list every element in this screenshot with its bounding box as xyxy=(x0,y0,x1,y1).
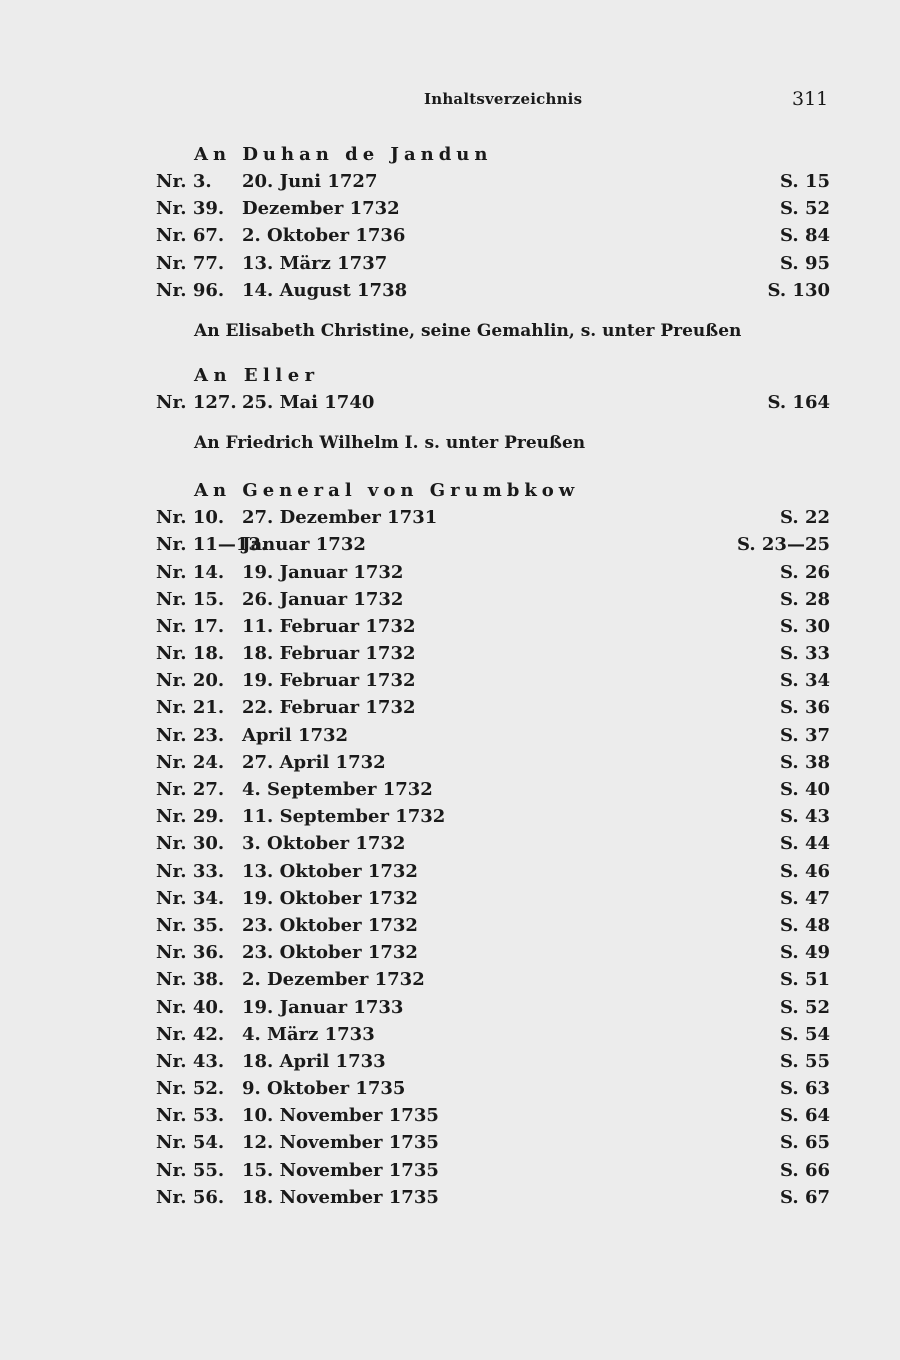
letter-number: Nr. 53. xyxy=(156,1105,225,1127)
toc-entry xyxy=(156,1021,830,1048)
letter-number: Nr. 17. xyxy=(156,615,225,637)
toc-entry xyxy=(156,912,830,939)
page-reference: S. 55 xyxy=(780,1050,830,1072)
cross-reference-note: An Friedrich Wilhelm I. s. unter Preußen xyxy=(194,433,586,454)
letter-number: Nr. 77. xyxy=(156,252,225,274)
letter-date: 19. Januar 1733 xyxy=(242,996,404,1018)
letter-date: 22. Februar 1732 xyxy=(242,697,416,719)
page-reference: S. 34 xyxy=(780,670,830,692)
page-reference: S. 65 xyxy=(780,1132,830,1154)
letter-number: Nr. 11—13. xyxy=(156,534,268,556)
letter-date: 13. März 1737 xyxy=(242,252,388,274)
letter-date: 18. Februar 1732 xyxy=(242,643,416,665)
letter-date: 26. Januar 1732 xyxy=(242,588,404,610)
toc-entry xyxy=(156,830,830,857)
page-reference: S. 37 xyxy=(780,724,830,746)
letter-number: Nr. 39. xyxy=(156,198,225,220)
page-reference: S. 26 xyxy=(780,561,830,583)
entry-list xyxy=(156,504,830,1211)
letter-number: Nr. 23. xyxy=(156,724,225,746)
letter-date: 23. Oktober 1732 xyxy=(242,914,418,936)
letter-date: 3. Oktober 1732 xyxy=(242,833,406,855)
letter-number: Nr. 55. xyxy=(156,1159,225,1181)
cross-reference-note: An Elisabeth Christine, seine Gemahlin, s. unter Preußen xyxy=(194,320,742,341)
toc-entry xyxy=(156,531,830,558)
toc-entry xyxy=(156,195,830,222)
page-reference: S. 33 xyxy=(780,643,830,665)
toc-entry xyxy=(156,858,830,885)
section-gap xyxy=(156,344,830,363)
toc-entry xyxy=(156,640,830,667)
letter-number: Nr. 40. xyxy=(156,996,225,1018)
letter-date: 2. Dezember 1732 xyxy=(242,969,425,991)
letter-date: 13. Oktober 1732 xyxy=(242,860,418,882)
page-reference: S. 66 xyxy=(780,1159,830,1181)
page-reference: S. 43 xyxy=(780,806,830,828)
toc-entry xyxy=(156,1048,830,1075)
toc-entry xyxy=(156,1129,830,1156)
page-reference: S. 67 xyxy=(780,1186,830,1208)
running-head xyxy=(0,90,900,114)
toc-entry xyxy=(156,168,830,195)
running-title: Inhaltsverzeichnis xyxy=(424,90,583,108)
letter-number: Nr. 38. xyxy=(156,969,225,991)
toc-entry xyxy=(156,1102,830,1129)
letter-number: Nr. 20. xyxy=(156,670,225,692)
letter-number: Nr. 42. xyxy=(156,1023,225,1045)
toc-entry xyxy=(156,1075,830,1102)
section-gap xyxy=(156,304,830,318)
table-of-contents xyxy=(156,142,830,1211)
letter-date: 14. August 1738 xyxy=(242,279,408,301)
toc-entry xyxy=(156,250,830,277)
toc-entry xyxy=(156,613,830,640)
letter-date: 11. Februar 1732 xyxy=(242,615,416,637)
toc-entry xyxy=(156,667,830,694)
toc-entry xyxy=(156,885,830,912)
letter-number: Nr. 67. xyxy=(156,225,225,247)
letter-number: Nr. 54. xyxy=(156,1132,225,1154)
letter-date: April 1732 xyxy=(242,724,349,746)
letter-number: Nr. 34. xyxy=(156,887,225,909)
letter-number: Nr. 127. xyxy=(156,391,237,413)
toc-entry xyxy=(156,694,830,721)
letter-date: 11. September 1732 xyxy=(242,806,446,828)
page-reference: S. 22 xyxy=(780,507,830,529)
toc-entry xyxy=(156,1184,830,1211)
letter-date: 10. November 1735 xyxy=(242,1105,439,1127)
letter-date: 18. November 1735 xyxy=(242,1186,439,1208)
page-reference: S. 46 xyxy=(780,860,830,882)
letter-date: 23. Oktober 1732 xyxy=(242,942,418,964)
letter-number: Nr. 3. xyxy=(156,171,212,192)
letter-number: Nr. 14. xyxy=(156,561,225,583)
letter-number: Nr. 33. xyxy=(156,860,225,882)
letter-date: 9. Oktober 1735 xyxy=(242,1078,406,1100)
section-gap xyxy=(156,456,830,478)
toc-entry xyxy=(156,504,830,531)
letter-number: Nr. 18. xyxy=(156,643,225,665)
toc-entry xyxy=(156,966,830,993)
page-reference: S. 95 xyxy=(780,252,830,274)
letter-date: Dezember 1732 xyxy=(242,198,400,220)
toc-entry xyxy=(156,222,830,249)
page-reference: S. 130 xyxy=(767,279,830,301)
toc-entry xyxy=(156,559,830,586)
letter-number: Nr. 96. xyxy=(156,279,225,301)
letter-number: Nr. 29. xyxy=(156,806,225,828)
page-reference: S. 36 xyxy=(780,697,830,719)
toc-entry xyxy=(156,586,830,613)
letter-date: 19. Februar 1732 xyxy=(242,670,416,692)
letter-number: Nr. 52. xyxy=(156,1078,225,1100)
letter-number: Nr. 30. xyxy=(156,833,225,855)
letter-date: 2. Oktober 1736 xyxy=(242,225,406,247)
letter-number: Nr. 43. xyxy=(156,1050,225,1072)
page-reference: S. 64 xyxy=(780,1105,830,1127)
letter-date: 4. September 1732 xyxy=(242,779,433,800)
toc-entry xyxy=(156,277,830,304)
page-reference: S. 23—25 xyxy=(737,534,830,556)
letter-date: 15. November 1735 xyxy=(242,1159,439,1181)
letter-date: 19. Januar 1732 xyxy=(242,561,404,583)
letter-date: 25. Mai 1740 xyxy=(242,391,375,413)
letter-date: 12. November 1735 xyxy=(242,1132,439,1154)
page-number: 311 xyxy=(792,88,829,110)
letter-number: Nr. 36. xyxy=(156,942,225,964)
page-reference: S. 44 xyxy=(780,833,830,855)
letter-date: 4. März 1733 xyxy=(242,1023,375,1045)
letter-number: Nr. 27. xyxy=(156,779,225,800)
toc-entry xyxy=(156,994,830,1021)
toc-entry xyxy=(156,389,830,416)
page-reference: S. 47 xyxy=(780,887,830,909)
page-reference: S. 49 xyxy=(780,942,830,964)
page-reference: S. 54 xyxy=(780,1023,830,1045)
section-heading: An General von Grumbkow xyxy=(194,480,580,502)
letter-number: Nr. 56. xyxy=(156,1186,225,1208)
page-reference: S. 164 xyxy=(767,391,830,413)
letter-date: 20. Juni 1727 xyxy=(242,171,378,192)
letter-number: Nr. 15. xyxy=(156,588,225,610)
letter-number: Nr. 21. xyxy=(156,697,225,719)
toc-entry xyxy=(156,776,830,803)
page-reference: S. 52 xyxy=(780,996,830,1018)
page-reference: S. 52 xyxy=(780,198,830,220)
letter-date: 27. Dezember 1731 xyxy=(242,507,438,529)
page-reference: S. 15 xyxy=(780,171,830,192)
letter-date: 27. April 1732 xyxy=(242,751,386,773)
letter-date: Januar 1732 xyxy=(242,534,366,556)
letter-number: Nr. 10. xyxy=(156,507,225,529)
entry-list xyxy=(156,389,830,416)
toc-entry xyxy=(156,1157,830,1184)
letter-date: 18. April 1733 xyxy=(242,1050,386,1072)
page-reference: S. 84 xyxy=(780,225,830,247)
page-reference: S. 63 xyxy=(780,1078,830,1100)
toc-entry xyxy=(156,803,830,830)
entry-list xyxy=(156,168,830,304)
page-reference: S. 30 xyxy=(780,615,830,637)
section-gap xyxy=(156,416,830,430)
letter-date: 19. Oktober 1732 xyxy=(242,887,418,909)
page-reference: S. 28 xyxy=(780,588,830,610)
page-reference: S. 38 xyxy=(780,751,830,773)
letter-number: Nr. 24. xyxy=(156,751,225,773)
section-heading: An Eller xyxy=(194,364,320,386)
page-reference: S. 48 xyxy=(780,914,830,936)
page-reference: S. 51 xyxy=(780,969,830,991)
toc-entry xyxy=(156,722,830,749)
page-reference: S. 40 xyxy=(780,779,830,800)
section-heading: An Duhan de Jandun xyxy=(194,144,493,165)
toc-entry xyxy=(156,749,830,776)
toc-entry xyxy=(156,939,830,966)
letter-number: Nr. 35. xyxy=(156,914,225,936)
